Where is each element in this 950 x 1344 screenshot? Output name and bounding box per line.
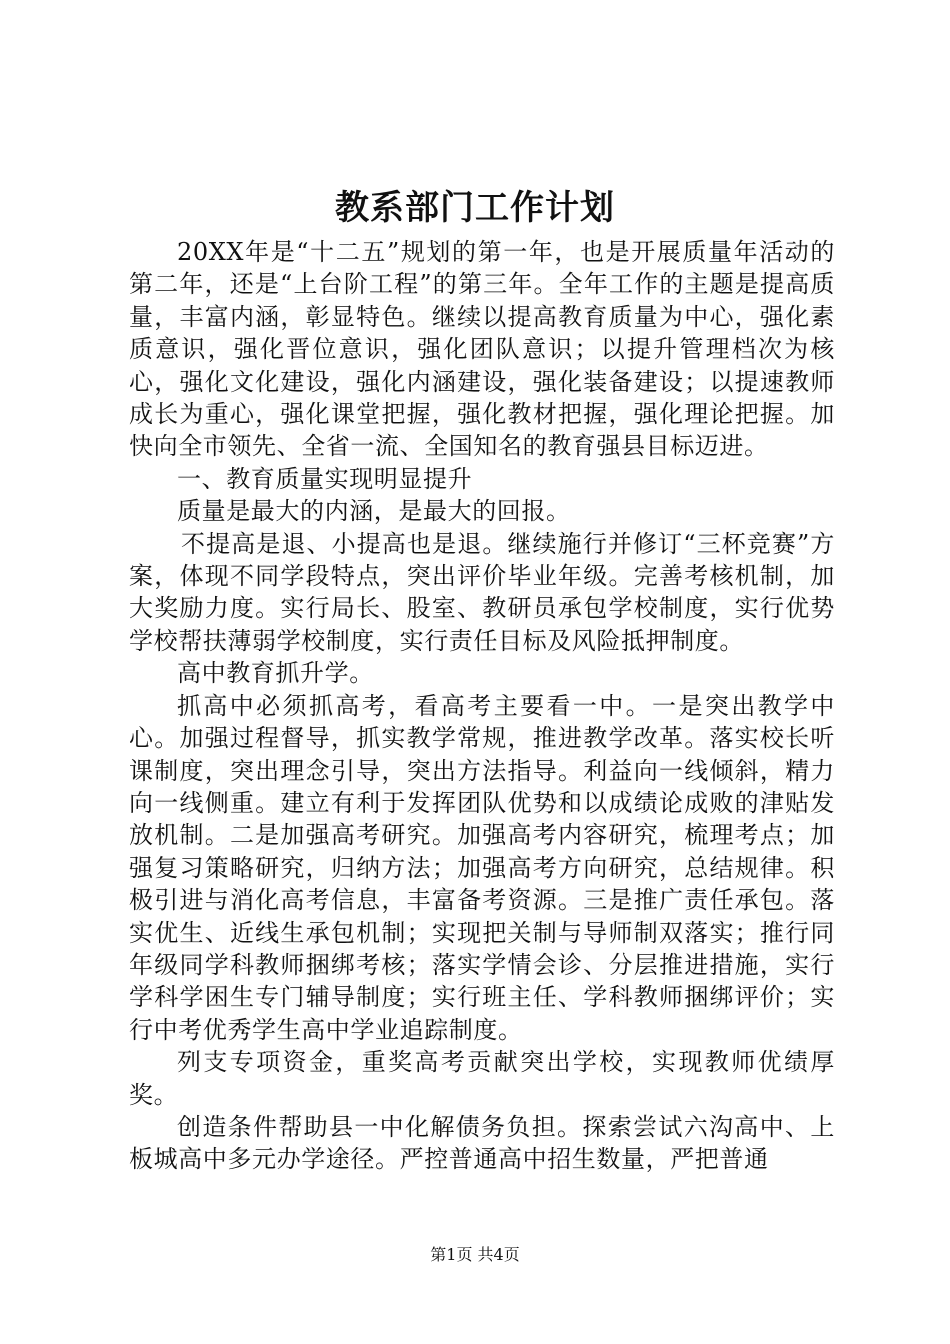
paragraph-intro: 20XX年是“十二五”规划的第一年，也是开展质量年活动的第二年，还是“上台阶工程”的第三年。全年工作的主题是提高质量，丰富内涵，彰显特色。继续以提高教育质量为中心，强化素质意识，强化晋位意识，强化团队意识；以提升管理档次为核心，强化文化建设，强化内涵建设，强化装备建设；以提速教师成长为重心，强化课堂把握，强化教材把握，强化理论把握。加快向全市领先、全省一流、全国知名的教育强县目标迈进。 [129,238,835,461]
page-footer: 第1页 共4页 [430,1245,520,1264]
paragraph-gaokao: 抓高中必须抓高考，看高考主要看一中。一是突出教学中心。加强过程督导，抓实教学常规，推进教学改革。落实校长听课制度，突出理念引导，突出方法指导。利益向一线倾斜，精力向一线侧重。建立有利于发挥团队优势和以成绩论成败的津贴发放机制。二是加强高考研究。加强高考内容研究，梳理考点；加强复习策略研究，归纳方法；加强高考方向研究，总结规律。积极引进与消化高考信息，丰富备考资源。三是推广责任承包。落实优生、近线生承包机制；实现把关制与导师制双落实；推行同年级同学科教师捆绑考核；落实学情会诊、分层推进措施，实行学科学困生专门辅导制度；实行班主任、学科教师捆绑评价；实行中考优秀学生高中学业追踪制度。 [129,691,835,1044]
section-heading-1: 一、教育质量实现明显提升 [177,464,473,493]
paragraph-debt: 创造条件帮助县一中化解债务负担。探索尝试六沟高中、上板城高中多元办学途径。严控普通高中招生数量，严把普通 [129,1112,835,1174]
paragraph-high-school-heading: 高中教育抓升学。 [177,659,374,688]
paragraph-funding: 列支专项资金，重奖高考贡献突出学校，实现教师优绩厚奖。 [129,1048,835,1109]
paragraph-quality: 质量是最大的内涵，是最大的回报。 [177,497,571,526]
paragraph-improvement: 不提高是退、小提高也是退。继续施行并修订“三杯竞赛”方案，体现不同学段特点，突出评价毕业年级。完善考核机制，加大奖励力度。实行局长、股室、教研员承包学校制度，实行优势学校帮扶薄弱学校制度，实行责任目标及风险抵押制度。 [129,529,835,655]
document-body [129,236,835,1176]
document-title: 教系部门工作计划 [335,188,615,228]
